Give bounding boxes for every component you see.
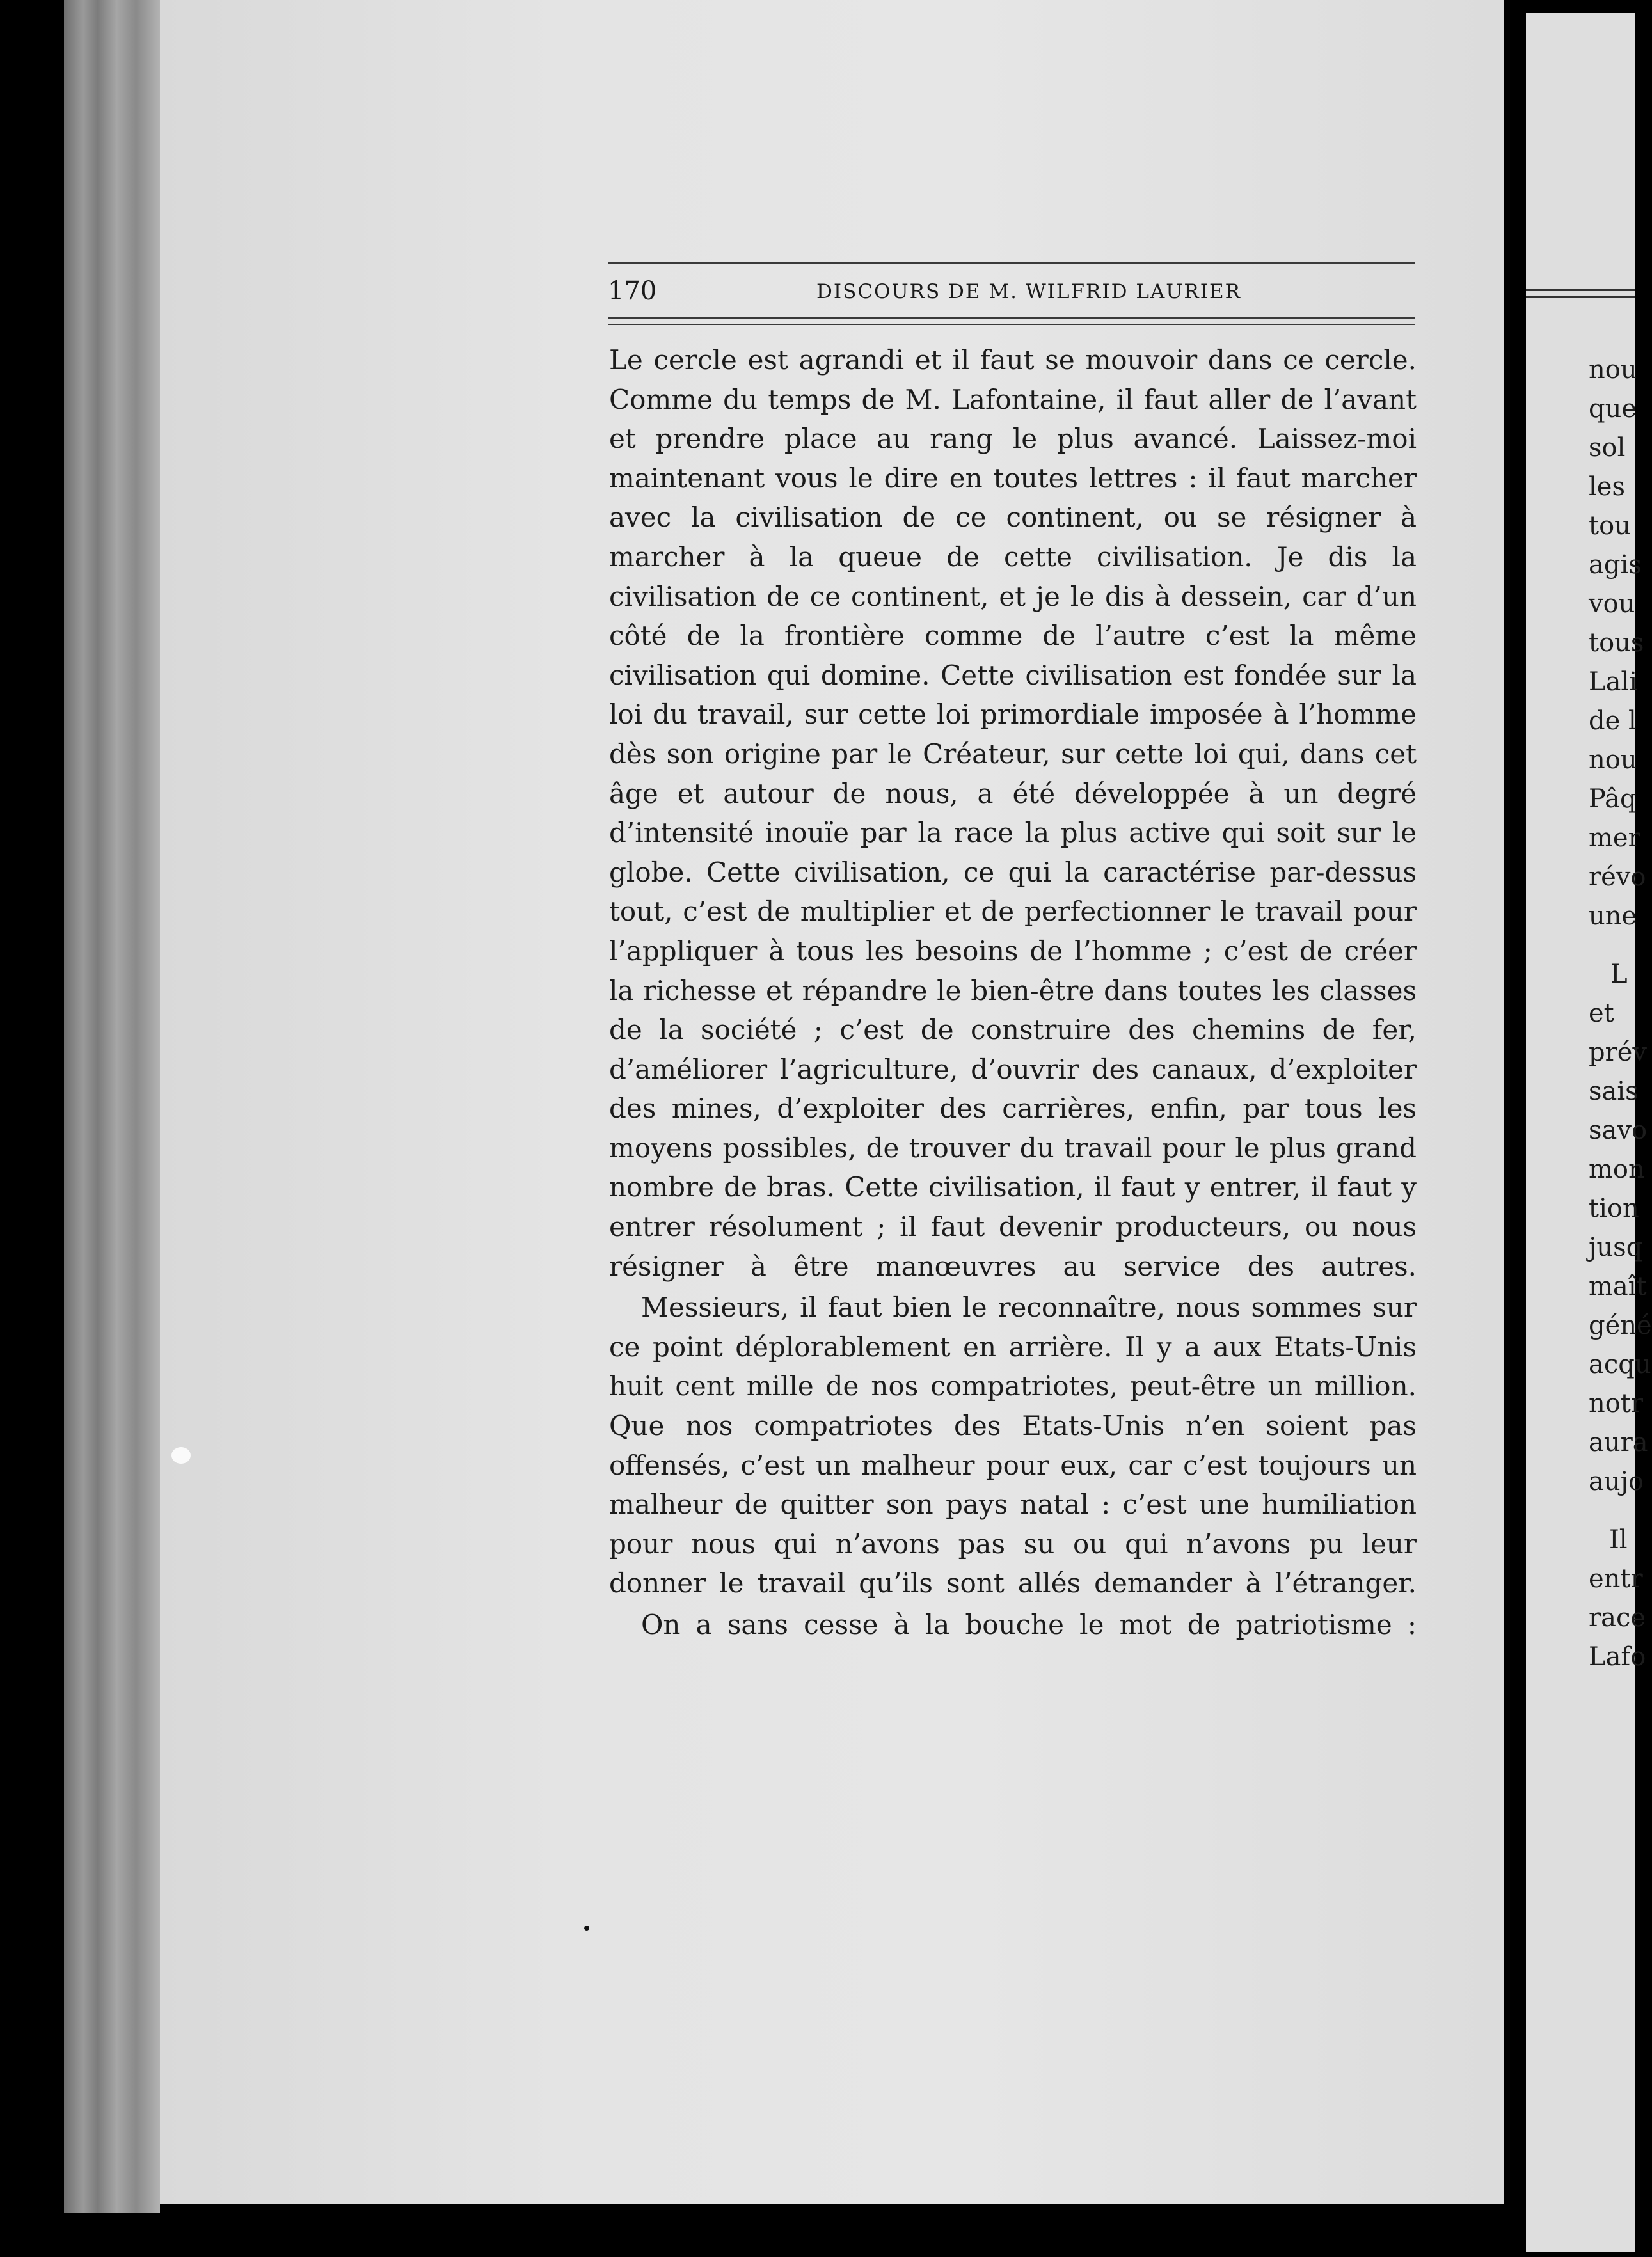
paragraph: Le cercle est agrandi et il faut se mouvoir dans ce cercle. Comme du temps de M. Lafontaine, il faut aller de l’avant et prendre place au rang le plus avancé. Laissez-moi maintenant vous le dire en toutes lettres : il faut marcher avec la civilisation de ce continent, ou se résigner à marcher à la queue de cette civilisation. Je dis la civilisation de ce continent, et je le dis à dessein, car d’un côté de la frontière comme de l’autre c’est la même civilisation qui domine. Cette civilisation est fondée sur la loi du travail, sur cette loi primordiale imposée à l’homme dès son origine par le Créateur, sur cette loi qui, dans cet âge et autour de nous, a été développée à un degré d’intensité inouïe par la race la plus active qui soit sur le globe. Cette civilisation, ce qui la caractérise par-dessus tout, c’est de multiplier et de perfectionner le travail pour l’appliquer à tous les besoins de l’homme ; c’est de créer la richesse et répandre le bien-être dans toutes les classes de la société ; c’est de construire des chemins de fer, d’améliorer l’agriculture, d’ouvrir des canaux, d’exploiter des mines, d’exploiter des carrières, enfin, par tous les moyens possibles, de trouver du travail pour le plus grand nombre de bras. Cette civilisation, il faut y entrer, il faut y entrer résolument ; il faut devenir producteurs, ou nous résigner à être manœuvres au service des autres. [609, 344, 1417, 1282]
adjacent-page-fragment: tous [1589, 628, 1644, 658]
adjacent-page-fragment: Lali [1589, 667, 1637, 697]
adjacent-page-fragment: acqu [1589, 1350, 1651, 1379]
book-edge [64, 0, 160, 2213]
page-header [608, 262, 1415, 326]
adjacent-page-fragment: nou [1589, 745, 1637, 775]
adjacent-page-rule [1526, 289, 1635, 298]
adjacent-page-fragment: tion [1589, 1194, 1639, 1223]
adjacent-page-fragment: Il [1609, 1525, 1628, 1555]
adjacent-page-fragment: que [1589, 394, 1637, 424]
adjacent-page-fragment: sais [1589, 1077, 1639, 1106]
adjacent-page-fragment: mon [1589, 1155, 1645, 1184]
adjacent-page-fragment: sol [1589, 433, 1626, 463]
adjacent-page-fragment: une [1589, 901, 1637, 931]
adjacent-page-fragment: mer [1589, 823, 1640, 853]
adjacent-page-fragment: nou [1589, 355, 1637, 384]
adjacent-page-fragment: de l [1589, 706, 1637, 736]
adjacent-page-fragment: maît [1589, 1272, 1647, 1301]
adjacent-page-fragment: entr [1589, 1564, 1643, 1594]
adjacent-page-fragment: agis [1589, 550, 1642, 580]
page-number: 170 [608, 276, 657, 306]
adjacent-page-fragment: race [1589, 1603, 1646, 1633]
adjacent-page-fragment: L [1610, 960, 1628, 989]
adjacent-page-fragment: tou [1589, 511, 1631, 541]
header-bottom-rule [608, 317, 1415, 319]
header-top-rule [608, 262, 1415, 264]
adjacent-page-fragment: notr [1589, 1389, 1644, 1418]
adjacent-page-fragment: révo [1589, 862, 1646, 892]
adjacent-page-fragment: aujo [1589, 1467, 1644, 1496]
adjacent-page-fragment: les [1589, 472, 1625, 502]
adjacent-page-fragment: vou [1589, 589, 1635, 619]
header-bottom-rule-thin [608, 324, 1415, 325]
adjacent-page-fragment: savo [1589, 1116, 1648, 1145]
scan-speck [584, 1926, 589, 1931]
adjacent-page-fragment: aura [1589, 1428, 1648, 1457]
adjacent-page-fragment: Lafo [1589, 1642, 1646, 1672]
body-text [609, 340, 1417, 1647]
adjacent-page-fragment: Pâq [1589, 784, 1637, 814]
paragraph: Messieurs, il faut bien le reconnaître, nous sommes sur ce point déplorablement en arrière. Il y a aux Etats-Unis huit cent mille de nos compatriotes, peut-être un million. Que nos compatriotes des Etats-Unis n’en soient pas offensés, c’est un malheur pour eux, car c’est toujours un malheur de quitter son pays natal : c’est une humiliation pour nous qui n’avons pas su ou qui n’avons pu leur donner le travail qu’ils sont allés demander à l’étranger. [609, 1292, 1417, 1599]
adjacent-page [1526, 13, 1652, 2252]
adjacent-page-fragment: prév [1589, 1038, 1647, 1067]
adjacent-page-fragment: jusq [1589, 1233, 1643, 1262]
scan-speck [171, 1447, 191, 1464]
adjacent-page-fragment: et [1589, 999, 1614, 1028]
adjacent-page-fragment: géné [1589, 1311, 1652, 1340]
running-head: DISCOURS DE M. WILFRID LAURIER [816, 280, 1241, 303]
paragraph: On a sans cesse à la bouche le mot de patriotisme : [641, 1609, 1417, 1640]
